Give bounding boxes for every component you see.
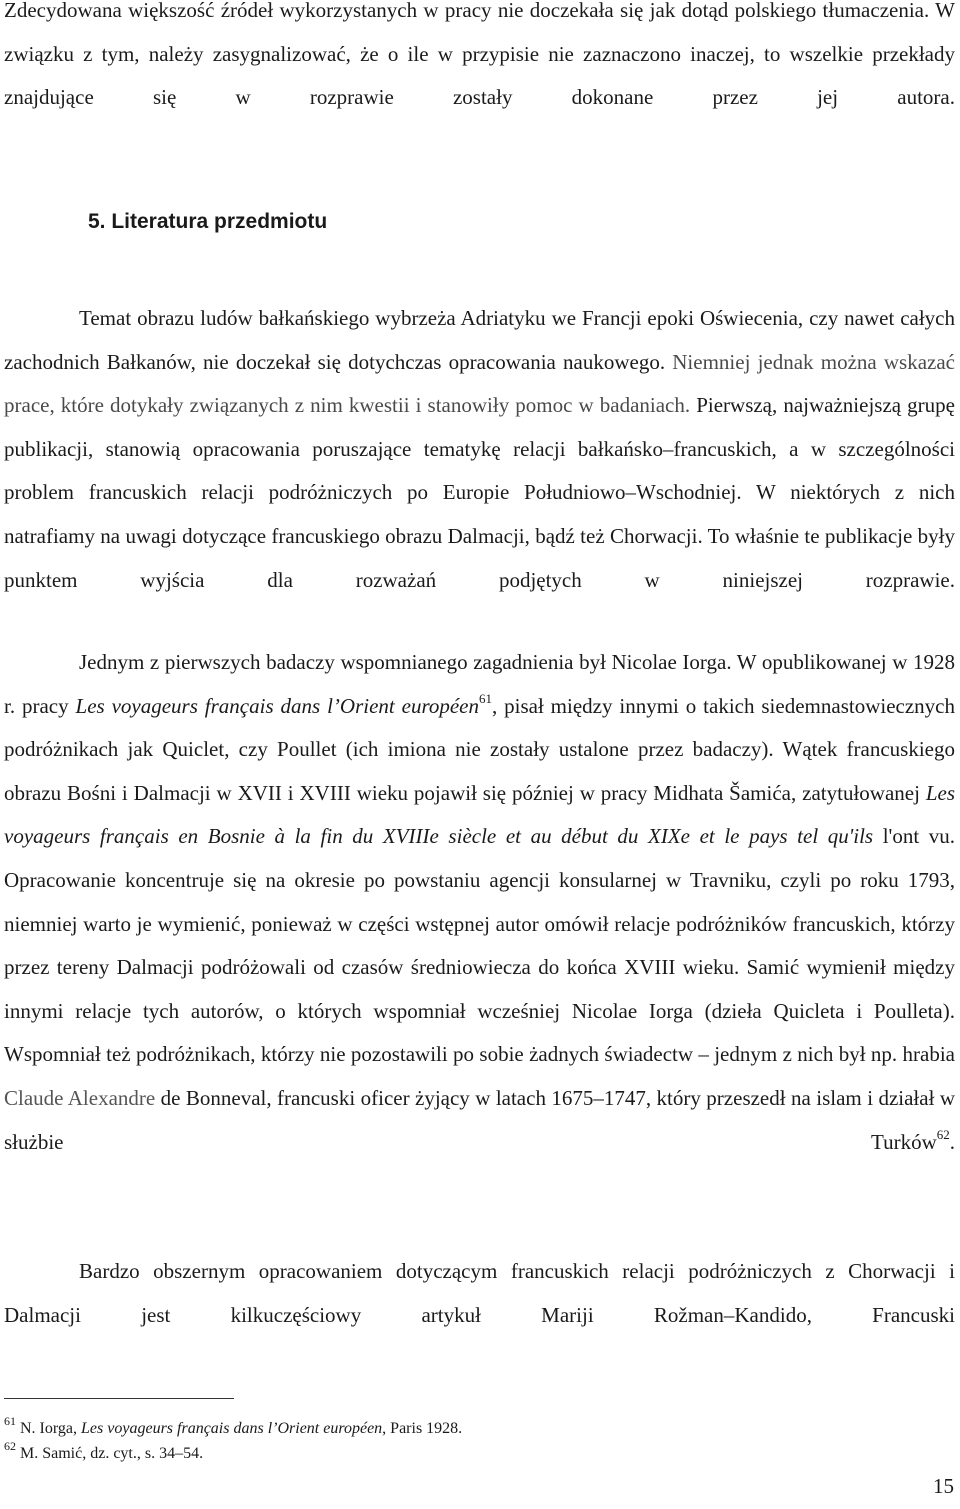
footnote-ref-61: 61 <box>478 690 492 706</box>
para2-text-6: Wspomniał też podróżnikach, którzy nie pozostawili po sobie żadnych świadectw – jednym z nich był np. hrabia <box>4 1042 955 1067</box>
para1-sentence-d: W niektórych z nich natrafiamy na uwagi dotyczące francuskiego obrazu Dalmacji, bądź też Chorwacji. <box>4 480 955 548</box>
person-name: Claude Alexandre <box>4 1085 156 1110</box>
footnote-text-end: , Paris 1928. <box>382 1420 463 1437</box>
intro-paragraph <box>4 0 955 163</box>
para1-sentence-e: To właśnie te publikacje były punktem wyjścia dla rozważań podjętych w niniejszej rozprawie. <box>4 523 955 592</box>
para2-text-3: Wątek francuskiego obrazu Bośni i Dalmacji w XVII i XVIII wieku pojawił się później w pracy Midhata Šamića, zatytułowanej <box>4 737 956 805</box>
section-heading: 5. Literatura przedmiotu <box>88 210 328 233</box>
intro-text: Zdecydowana większość źródeł wykorzystanych w pracy nie doczekała się jak dotąd polskiego tłumaczenia. W związku z tym, należy zasygnalizować, że o ile w przypisie nie zaznaczono inaczej, to wszelkie przekłady znajdujące się w rozprawie zostały dokonane przez jej autora. <box>4 0 955 110</box>
footnote-separator <box>4 1398 234 1399</box>
footnote-text: M. Samić, dz. cyt., s. 34–54. <box>16 1445 204 1462</box>
para1-sentence-c: Pierwszą, najważniejszą grupę publikacji, stanowią opracowania poruszające tematykę relacji bałkańsko–francuskich, a w szczególności problem francuskich relacji podróżniczych po Europie Południowo–Wschodniej. <box>4 393 955 505</box>
page-number: 15 <box>933 1474 954 1498</box>
para2-text-1: Jednym z pierwszych badaczy wspomnianego zagadnienia był Nicolae Iorga. W opublikowanej w 1928 r. pracy <box>4 650 955 718</box>
para3-text: Bardzo obszernym opracowaniem dotyczącym francuskich relacji podróżniczych z Chorwacji i Dalmacji jest kilkuczęściowy artykuł Mariji Rožman–Kandido, Francuski <box>4 1259 955 1327</box>
para1-sentence-a: Temat obrazu ludów bałkańskiego wybrzeża Adriatyku we Francji epoki Oświecenia, czy nawet całych zachodnich Bałkanów, nie doczekał się dotychczas opracowania naukowego. <box>4 306 955 374</box>
footnote-title: Les voyageurs français dans l’Orient européen <box>81 1420 383 1437</box>
book-title-iorga: Les voyageurs français dans l’Orient européen <box>75 693 479 718</box>
para2-text-2: , pisał między innymi o takich siedemnastowiecznych podróżnikach jak Quiclet, czy Poullet (ich imiona nie zostały ustalone przez badaczy). <box>4 693 955 762</box>
paragraph-3 <box>4 1250 955 1381</box>
para2-text-4: Opracowanie koncentruje się na okresie po powstaniu agencji konsularnej w Travniku, czyli po roku 1793, niemniej warto je wymienić, ponieważ w części wstępnej autor omówił relacje podróżników francuskich, którzy przez tereny Dalmacji podróżowali od czasów średniowiecza do końca XVIII wieku. <box>4 867 955 980</box>
footnote-62 <box>4 1438 204 1465</box>
book-title-samic: Les voyageurs français en Bosnie à la fin du XVIIIe siècle et au début du XIXe et le pays tel qu'ils <box>4 780 955 849</box>
footnote-number: 61 <box>4 1413 16 1428</box>
paragraph-2 <box>4 641 955 1208</box>
footnote-text: N. Iorga, <box>16 1420 82 1437</box>
footnote-ref-62: 62 <box>936 1126 950 1142</box>
para1-sentence-b: Niemniej jednak można wskazać prace, które dotykały związanych z nim kwestii i stanowiły pomoc w badaniach. <box>4 349 955 418</box>
para2-text-8: . <box>949 1129 955 1154</box>
para2-text-5: Samić wymienił między innymi relacje tych autorów, o których wspomniał wcześniej Nicolae Iorga (dzieła Quicleta i Poulleta). <box>4 955 955 1023</box>
book-title-samic-end: l'ont vu. <box>873 824 956 849</box>
paragraph-1 <box>4 297 955 646</box>
footnote-61 <box>4 1413 463 1440</box>
para2-text-7: de Bonneval, francuski oficer żyjący w latach 1675–1747, który przeszedł na islam i działał w służbie Turków <box>4 1085 956 1154</box>
footnote-number: 62 <box>4 1438 16 1453</box>
